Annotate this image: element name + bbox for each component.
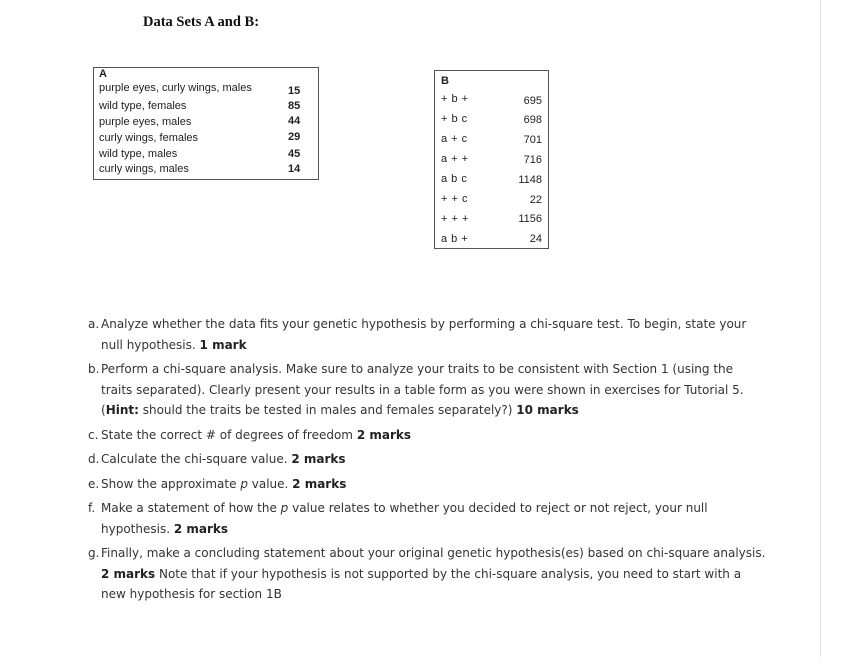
data-table-b: [434, 70, 549, 249]
question-list: [88, 314, 768, 609]
table-a-row-label: curly wings, males: [99, 163, 189, 175]
table-a-row-label: purple eyes, curly wings, males: [99, 82, 252, 94]
page-right-border: [820, 0, 821, 657]
question-text: Show the approximate: [101, 476, 241, 491]
table-b-count: 1156: [518, 213, 542, 225]
data-table-a: [93, 67, 319, 180]
table-b-genotype: a + c: [441, 133, 468, 145]
question-letter: a.: [88, 317, 100, 331]
question-marks: 10 marks: [516, 403, 579, 417]
table-a-row-label: curly wings, females: [99, 132, 199, 144]
table-a-row-value: 45: [288, 148, 301, 160]
question-letter: e.: [88, 476, 100, 491]
question-text: Analyze whether the data fits your genetic hypothesis by performing a chi-square test. To begin, state your null hypothesis.: [101, 317, 747, 352]
table-b-header: B: [441, 75, 449, 87]
question-letter: g.: [88, 546, 100, 560]
table-b-genotype: a + +: [441, 153, 469, 165]
question-text: should the traits be tested in males and females separately?): [138, 403, 513, 417]
question-b: [88, 359, 768, 421]
question-text: value.: [247, 476, 289, 491]
question-marks: 2 marks: [356, 427, 411, 442]
question-letter: b.: [88, 362, 100, 376]
table-b-genotype: + + +: [441, 213, 469, 225]
table-b-genotype: a b c: [441, 173, 468, 185]
question-letter: d.: [88, 452, 100, 466]
question-a: [88, 314, 768, 355]
table-a-row-value: 44: [288, 115, 301, 127]
table-b-count: 701: [523, 134, 542, 146]
table-b-count: 716: [523, 154, 542, 166]
question-text: Calculate the chi-square value.: [101, 452, 288, 466]
p-symbol: p: [280, 501, 289, 515]
table-b-count: 695: [523, 95, 542, 107]
table-b-genotype: + b c: [441, 113, 468, 125]
table-b-count: 24: [529, 233, 542, 245]
table-b-genotype: + b +: [441, 93, 469, 105]
table-b-count: 22: [529, 194, 542, 206]
page-title: Data Sets A and B:: [143, 14, 260, 30]
question-c: [88, 425, 768, 446]
question-text: value relates to whether you decided to reject or not reject, your null hypothesis.: [101, 501, 708, 536]
table-b-genotype: + + c: [441, 193, 468, 205]
table-b-count: 698: [523, 114, 542, 126]
question-f: [88, 498, 768, 539]
table-a-row-value: 15: [288, 85, 301, 97]
table-a-row-value: 14: [288, 163, 301, 175]
question-letter: c.: [88, 427, 99, 442]
question-marks: 2 marks: [292, 476, 347, 491]
question-text: Finally, make a concluding statement about your original genetic hypothesis(es) based on chi-square analysis.: [101, 546, 766, 560]
question-marks: 2 marks: [173, 521, 229, 536]
table-a-row-label: wild type, females: [99, 100, 187, 112]
question-text: State the correct # of degrees of freedom: [101, 427, 353, 442]
question-g: [88, 543, 768, 605]
question-text: Make a statement of how the: [101, 501, 281, 515]
question-d: [88, 449, 768, 470]
table-a-row-value: 29: [288, 131, 301, 143]
table-a-row-label: wild type, males: [99, 148, 178, 160]
question-text: Note that if your hypothesis is not supported by the chi-square analysis, you need to start with a new hypothesis for section 1B: [101, 566, 742, 601]
table-a-row-label: purple eyes, males: [99, 116, 192, 128]
table-b-genotype: a b +: [441, 233, 469, 245]
table-a-row-value: 85: [288, 100, 301, 112]
question-marks: 1 mark: [199, 337, 247, 352]
question-marks: 2 marks: [101, 566, 156, 581]
question-letter: f.: [88, 501, 96, 515]
p-symbol: p: [240, 476, 248, 491]
question-e: [88, 474, 768, 495]
question-marks: 2 marks: [291, 452, 346, 466]
table-b-count: 1148: [518, 174, 542, 186]
question-text: Perform a chi-square analysis. Make sure to analyze your traits to be consistent with Section 1 (using the traits separated). Clearly present your results in a table form as you were shown in exercises for Tutorial 5. (: [101, 362, 744, 417]
hint-label: Hint:: [105, 403, 139, 417]
table-a-header: A: [99, 68, 107, 80]
